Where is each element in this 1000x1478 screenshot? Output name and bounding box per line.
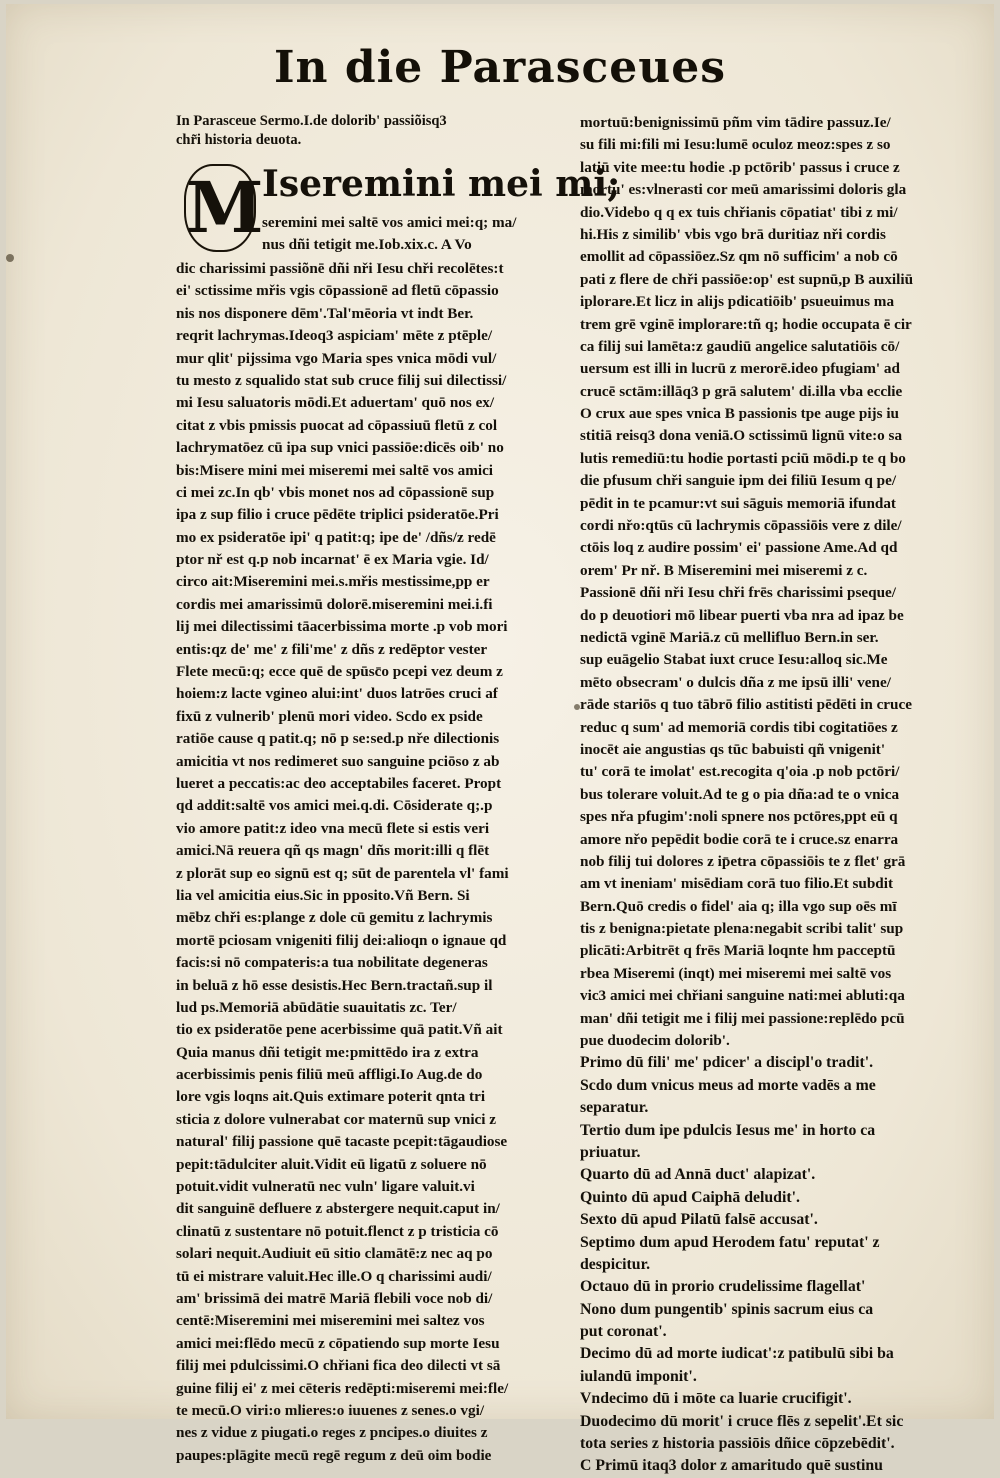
- text-line: die pfusum chři sanguie ipm dei filiū Iesum q pe/: [580, 472, 897, 490]
- text-line: stitiā reisq3 dona veniā.O sctissimū lignū vite:o sa: [580, 427, 903, 445]
- text-line: ei' sctissime mřis vgis cōpassionē ad fletū cōpassio: [176, 282, 499, 300]
- text-line: pepit:tādulciter aluit.Vidit eū ligatū z soluere nō: [176, 1155, 487, 1173]
- text-line: rāde stariōs q tuo tābrō filio astitisti pēdēti in cruce: [580, 696, 912, 714]
- text-line: lij mei dilectissimi tāacerbissima morte .p vob mori: [176, 618, 508, 636]
- text-line: ca filij sui lamēta:z gaudiū angelice salutatiōis cō/: [580, 337, 900, 355]
- text-line: tio ex psideratōe pene acerbissime quā patit.Vñ ait: [176, 1021, 503, 1039]
- text-line: citat z vbis pmissis puocat ad cōpassiuū fletū z col: [176, 416, 498, 434]
- text-line: vio amore patit:z ideo vna mecū flete si estis veri: [176, 819, 490, 837]
- left-body-text: [176, 258, 572, 1467]
- text-line: nis nos disponere dēm'.Tal'mēoria vt indt Ber.: [176, 304, 474, 322]
- text-line: mortē pciosam vnigeniti filij dei:alioqn o ignaue qd: [176, 931, 507, 949]
- text-line: mēbz chři es:plange z dole cū gemitu z lachrymis: [176, 909, 493, 927]
- incipit-heading: Iseremini mei mi;: [262, 163, 621, 205]
- text-line: ci mei zc.In qb' vbis monet nos ad cōpassionē sup: [176, 483, 495, 501]
- text-line: pēdit in te pcamur:vt sui sāguis memoriā ifundat: [580, 494, 896, 512]
- text-line: su fili mi:fili mi Iesu:lumē oculoz meoz:spes z so: [580, 136, 891, 154]
- right-column: [580, 112, 988, 1478]
- text-line: inocēt aie angustias qs tūc babuisti qñ vnigenit': [580, 740, 886, 758]
- text-line: plicāti:Arbitrēt q frēs Mariā loqnte hm pacceptū: [580, 942, 896, 960]
- text-line: rbea Miseremi (inqt) mei miseremi mei saltē vos: [580, 964, 892, 982]
- text-line: bis:Misere mini mei miseremi mei saltē vos amici: [176, 461, 494, 479]
- text-line: amici mei:flēdo mecū z cōpatiendo sup morte Iesu: [176, 1334, 500, 1352]
- list-item: priuatur.: [580, 1143, 641, 1161]
- text-line: uersum est illi in lucrū z merorē.ideo pfugiam' ad: [580, 360, 900, 378]
- text-line: emollit ad cōpassiōez.Sz qm nō sufficim' a nob cō: [580, 248, 898, 266]
- text-line: tū ei mistrare valuit.Hec ille.O q charissimi audi/: [176, 1267, 492, 1285]
- text-line: latiū vite mee:tu hodie .p pctōrib' passus i cruce z: [580, 158, 900, 176]
- text-line: lud ps.Memoriā abūdātie suauitatis zc. Ter/: [176, 998, 457, 1016]
- text-line: am' brissimā dei matrē Mariā flebili voce nob di/: [176, 1289, 493, 1307]
- text-line: man' dñi tetigit me i filij mei passione:replēdo pcū: [580, 1009, 905, 1027]
- rubric-line: In Parasceue Sermo.I.de dolorib' passiõisq3: [176, 113, 447, 129]
- text-line: nes z vidue z piugati.o reges z pncipes.o diuites z: [176, 1424, 488, 1442]
- ink-blot: [6, 254, 14, 262]
- text-line: lutis remediū:tu hodie portasti pciū mōdi.p te q bo: [580, 449, 906, 467]
- list-item: Duodecimo dū morit' i cruce flēs z sepelit'.Et sic: [580, 1412, 904, 1430]
- list-item: Primo dū fili' me' pdicer' a discipl'o tradit'.: [580, 1054, 874, 1072]
- text-line: ptor nř est q.p nob incarnat' ē ex Maria vgie. Id/: [176, 551, 489, 569]
- text-line: ratiōe cause q patit.q; nō p se:sed.p nře dilectionis: [176, 730, 500, 748]
- text-line: tu mesto z squalido stat sub cruce filij sui dilectissi/: [176, 371, 507, 389]
- text-line: crucē sctām:illāq3 p grā salutem' di.illa vba ecclie: [580, 382, 903, 400]
- list-item: Quinto dū apud Caiphā deludit'.: [580, 1188, 800, 1206]
- list-item: despicitur.: [580, 1255, 651, 1273]
- text-line: dio.Videbo q q ex tuis chřianis cōpatiat' tibi z mi/: [580, 203, 898, 221]
- text-line: ctōis loq z audire possim' ei' passione Ame.Ad qd: [580, 539, 898, 557]
- text-line: Bern.Quō credis o fidel' aia q; illa vgo sup oēs mī: [580, 897, 897, 915]
- text-line: paupes:plāgite mecū regē regum z deū oim bodie: [176, 1446, 492, 1464]
- text-line: nedictā vginē Mariā.z cū mellifluo Bern.in ser.: [580, 628, 879, 646]
- list-item: Decimo dū ad morte iudicat':z patibulū sibi ba: [580, 1345, 894, 1363]
- text-line: acerbissimis penis filiū meū affligi.Io Aug.de do: [176, 1066, 483, 1084]
- rubric-line: chr̃i historia deuota.: [176, 132, 302, 148]
- incipit-line: nus dñi tetigit me.Iob.xix.c. A Vo: [262, 236, 472, 253]
- text-line: bus tolerare voluit.Ad te g o pia dña:ad te o vnica: [580, 785, 900, 803]
- text-line: qd addit:saltē vos amici mei.q.di. Cōsiderate q;.p: [176, 797, 493, 815]
- text-line: lore vgis loqns ait.Quis extimare poterit qnta tri: [176, 1088, 486, 1106]
- text-line: pati z flere de chři passiōe:op' est supnū,p B auxiliū: [580, 270, 914, 288]
- sermon-rubric: [176, 112, 572, 150]
- text-line: mi Iesu saluatoris mōdi.Et aduertam' quō nos ex/: [176, 394, 495, 412]
- list-item: Tertio dum ipe pdulcis Iesus me' in horto ca: [580, 1121, 876, 1139]
- list-item: iulandū imponit'.: [580, 1367, 697, 1385]
- text-line: fixū z vulnerib' plenū mori video. Scdo ex pside: [176, 707, 483, 725]
- list-item: tota series z historia passiōis dñice cōpzebēdit'.: [580, 1435, 895, 1453]
- text-line: am vt ineniam' misēdiam corā tuo filio.Et subdit: [580, 875, 894, 893]
- text-line: ipa z sup filio i cruce pēdēte triplici psideratōe.Pri: [176, 506, 499, 524]
- text-line: mo ex psideratōe ipi' q patit:q; ipe de' /dñs/z redē: [176, 528, 496, 546]
- incipit-block: [176, 162, 621, 258]
- page-heading: In die Parasceues: [273, 42, 727, 93]
- text-line: in beluā z hō esse desistis.Hec Bern.tractañ.sup il: [176, 976, 493, 994]
- list-item: Octauo dū in prorio crudelissime flagellat': [580, 1278, 866, 1296]
- text-line: lachrymatōez cū ipa sup vnici passiōe:dicēs oib' no: [176, 439, 504, 457]
- text-line: mēto obsecram' o dulcis dña z me ipsū illi' vene/: [580, 673, 891, 691]
- text-line: Flete mecū:q; ecce quē de spūsc̄o pcepi vez deum z: [176, 663, 503, 681]
- text-line: iplorare.Et licz in alijs pdicatiōib' psueuimus ma: [580, 293, 895, 311]
- text-line: hi.His z similib' vbis vgo brā duritiaz nři cordis: [580, 225, 886, 243]
- text-line: amici.Nā reuera qñ qs magn' dñs morit:illi q flēt: [176, 842, 490, 860]
- text-line: do p deuotiori mō libear puerti vba nra ad ipaz be: [580, 606, 904, 624]
- incipit-lines: [262, 212, 572, 256]
- text-line: nob filij tui dolores z ip̄etra cōpassiōis te z flet' grā: [580, 852, 906, 870]
- text-line: pue duodecim dolorib'.: [580, 1032, 730, 1050]
- incipit-line: seremini mei saltē vos amici mei:q; ma/: [262, 214, 517, 231]
- text-line: tu' corā te imolat' est.recogita q'oia .p nob pctōri/: [580, 763, 900, 781]
- list-item: Septimo dum apud Herodem fatu' reputat' z: [580, 1233, 880, 1251]
- decorated-initial: M: [184, 164, 256, 252]
- text-line: potuit.vidit vulneratū nec vuln' ligare valuit.vi: [176, 1178, 475, 1196]
- text-line: O crux aue spes vnica B passionis tpe auge pijs iu: [580, 405, 899, 423]
- text-line: reqrit lachrymas.Ideoq3 aspiciam' mēte z ptēple/: [176, 327, 493, 345]
- text-line: entis:qz de' me' z fili'me' z dñs z redēptor vester: [176, 640, 488, 658]
- text-line: natural' filij passione quē tacaste pcepit:tāgaudiose: [176, 1133, 508, 1151]
- right-body-text: [580, 112, 988, 1052]
- text-line: orem' Pr nř. B Miseremini mei miseremi z c.: [580, 561, 868, 579]
- text-line: mortu' es:vlnerasti cor meū amarissimi doloris gla: [580, 181, 907, 199]
- text-line: cordis mei amarissimū dolorē.miseremini mei.i.fi: [176, 595, 493, 613]
- text-line: guine filij ei' z mei cēteris redēpti:miseremi mei:fle/: [176, 1379, 509, 1397]
- text-line: trem grē vginē implorare:tñ q; hodie occupata ē cir: [580, 315, 912, 333]
- list-item: Scdo dum vnicus meus ad morte vadēs a me: [580, 1076, 876, 1094]
- list-item: Nono dum pungentib' spinis sacrum eius ca: [580, 1300, 874, 1318]
- text-line: mortuū:benignissimū pñm vim tādire passuz.Ie/: [580, 114, 891, 131]
- text-line: sup euāgelio Stabat iuxt cruce Iesu:alloq sic.Me: [580, 651, 888, 669]
- text-line: reduc q sum' ad memoriā cordis tibi cogitatiōes z: [580, 718, 898, 736]
- text-line: vic3 amici mei chřiani sanguine nati:mei abluti:qa: [580, 987, 905, 1005]
- text-line: te mecū.O viri:o mlieres:o iuuenes z senes.o vgi/: [176, 1401, 485, 1419]
- list-item: put coronat'.: [580, 1323, 667, 1341]
- text-line: spes nřa pfugim':noli spnere nos pctōres,ppt eū q: [580, 808, 898, 826]
- text-line: Quia manus dñi tetigit me:pmittēdo ira z extra: [176, 1043, 479, 1061]
- text-line: amore nřo pepēdit bodie corā te i cruce.sz enarra: [580, 830, 899, 848]
- text-line: clinatū z sustentare nō potuit.flenct z p tristicia cō: [176, 1222, 499, 1240]
- text-line: lia vel amicitia eius.Sic in pposito.Vñ Bern. Si: [176, 886, 470, 904]
- text-line: centē:Miseremini mei miseremini mei saltez vos: [176, 1312, 485, 1330]
- text-line: circo ait:Miseremini mei.s.mřis mestissime,pp er: [176, 573, 490, 591]
- text-line: dit sanguinē defluere z abstergere nequit.caput in/: [176, 1200, 500, 1218]
- list-item: Quarto dū ad Annā duct' alapizat'.: [580, 1166, 816, 1184]
- text-line: cordi nřo:qtūs cū lachrymis cōpassiōis vere z dile/: [580, 517, 902, 535]
- list-item: Sexto dū apud Pilatū falsē accusat'.: [580, 1211, 818, 1229]
- text-line: solari nequit.Audiuit eū sitio clamātē:z nec aq po: [176, 1245, 493, 1263]
- list-item: C Primū itaq3 dolor z amaritudo quē sustinu: [580, 1457, 883, 1475]
- text-line: dic charissimi passiõnē dñi nři Iesu chři recolētes:t: [176, 260, 504, 277]
- text-line: sticia z dolore vulnerabat cor maternū sup vnici z: [176, 1110, 497, 1128]
- text-line: tis z benigna:pietate plena:negabit scribi talit' sup: [580, 920, 904, 938]
- dolor-list: [580, 1052, 988, 1477]
- text-line: hoiem:z lacte vgineo alui:int' duos latrōes cruci af: [176, 685, 498, 703]
- list-item: Vndecimo dū i mōte ca luarie crucifigit'.: [580, 1390, 852, 1408]
- text-line: mur qlit' pijssima vgo Maria spes vnica mōdi vul/: [176, 349, 497, 367]
- text-line: amicitia vt nos redimeret suo sanguine pciōso z ab: [176, 752, 500, 770]
- text-line: z plorāt sup eo signū est q; sūt de parentela vl' fami: [176, 864, 509, 882]
- list-item: separatur.: [580, 1099, 649, 1117]
- text-line: lueret a peccatis:ac deo acceptabiles faceret. Propt: [176, 774, 502, 792]
- text-line: filij mei pdulcissimi.O chřiani fica deo dilecti vt sā: [176, 1357, 501, 1375]
- text-line: facis:si nō compateris:a tua nobilitate degeneras: [176, 954, 488, 972]
- text-line: Passionē dñi nři Iesu chři frēs charissimi pseque/: [580, 584, 897, 602]
